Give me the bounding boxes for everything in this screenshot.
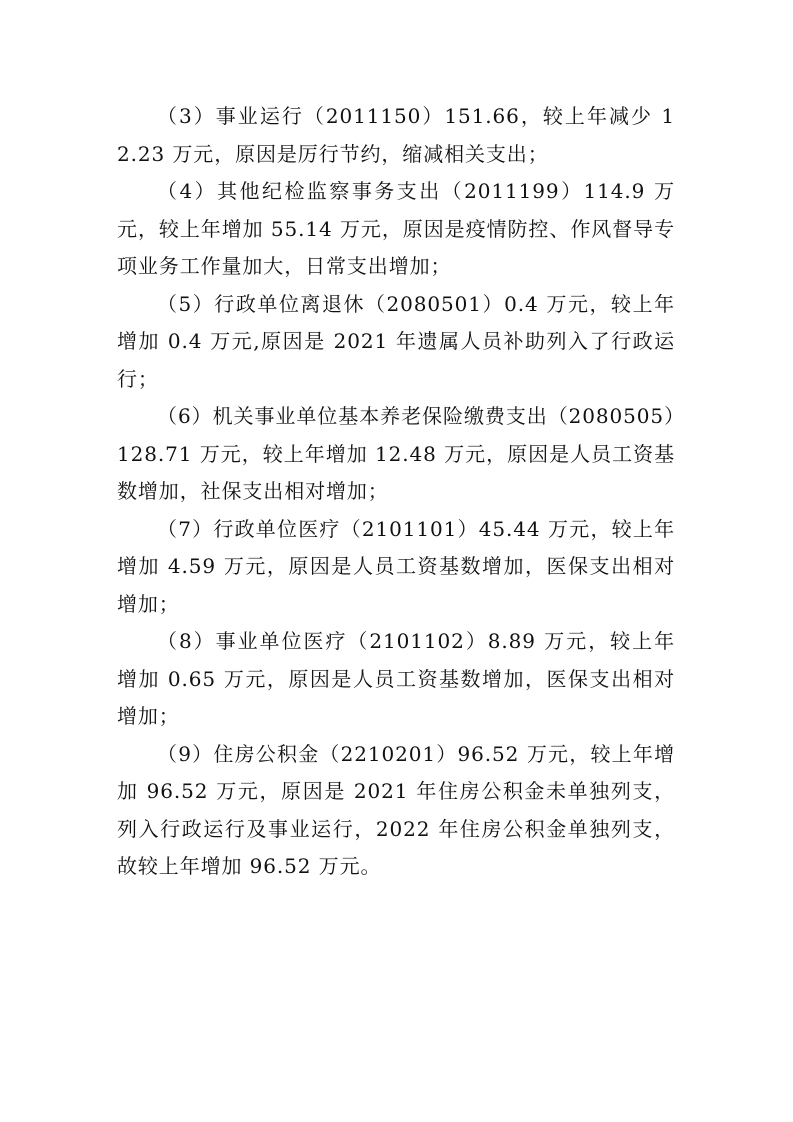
paragraph-item-6: （6）机关事业单位基本养老保险缴费支出（2080505）128.71 万元，较上年增加 12.48 万元，原因是人员工资基数增加，社保支出相对增加； — [117, 404, 675, 503]
paragraph-item-8: （8）事业单位医疗（2101102）8.89 万元，较上年增加 0.65 万元，原因是人员工资基数增加，医保支出相对增加； — [117, 629, 675, 728]
paragraph-item-7: （7）行政单位医疗（2101101）45.44 万元，较上年增加 4.59 万元，原因是人员工资基数增加，医保支出相对增加； — [117, 516, 675, 616]
document-body — [117, 98, 675, 886]
paragraph-item-4: （4）其他纪检监察事务支出（2011199）114.9 万元，较上年增加 55.14 万元，原因是疫情防控、作风督导专项业务工作量加大，日常支出增加； — [117, 179, 675, 278]
paragraph-item-5: （5）行政单位离退休（2080501）0.4 万元，较上年增加 0.4 万元,原因是 2021 年遗属人员补助列入了行政运行； — [117, 291, 675, 391]
paragraph-item-9: （9）住房公积金（2210201）96.52 万元，较上年增加 96.52 万元，原因是 2021 年住房公积金未单独列支，列入行政运行及事业运行，2022 年住房公积金单独列支，故较上年增加 96.52 万元。 — [117, 741, 675, 878]
paragraph-item-3: （3）事业运行（2011150）151.66，较上年减少 12.23 万元，原因是厉行节约，缩减相关支出； — [117, 104, 675, 166]
